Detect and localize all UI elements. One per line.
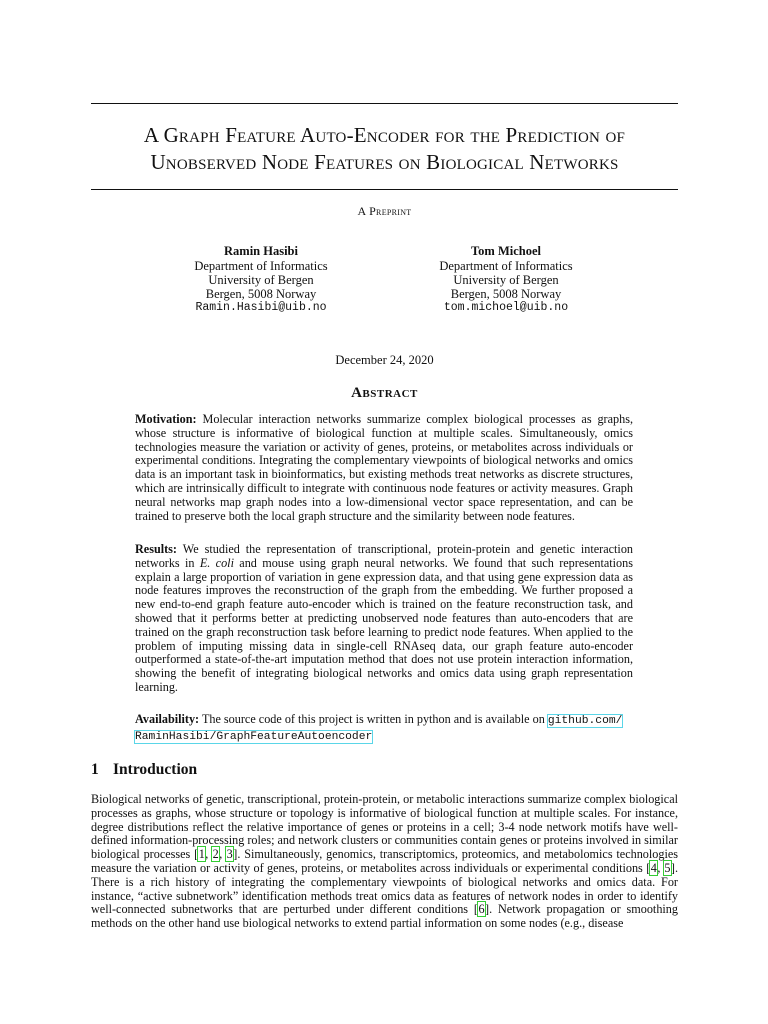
author-dept: Department of Informatics <box>194 259 328 273</box>
preprint-label: A Preprint <box>357 204 412 218</box>
github-link-part-1[interactable]: github.com/ <box>547 715 623 727</box>
author-dept: Department of Informatics <box>439 259 573 273</box>
paper-title <box>91 122 678 176</box>
citation-link[interactable]: 2 <box>212 847 219 862</box>
citation-link[interactable]: 3 <box>226 847 233 862</box>
author-city: Bergen, 5008 Norway <box>450 287 562 301</box>
availability-text: The source code of this project is written in python and is available on <box>201 712 545 726</box>
abstract-heading: Abstract <box>351 385 418 401</box>
paper-date: December 24, 2020 <box>335 353 434 367</box>
results-label: Results: <box>135 542 177 556</box>
citation-link[interactable]: 5 <box>664 860 671 875</box>
author-univ: University of Bergen <box>208 273 314 287</box>
intro-paragraph: Biological networks of genetic, transcriptional, protein-protein, or metabolic interactions summarize complex biological processes as graphs, whose structure or topology is informative of biological function at multiple scales. For instance, degree distributions reflect the relative importance of genes or proteins in a cell; 3-4 node network motifs have well-defined information-processing roles; and network clusters or communities contain genes or proteins involved in similar biological processes [1, 2, 3]. Simultaneously, genomics, transcriptomics, proteomics, and metabolomics technologies measure the variation or activity of genes, proteins, or metabolites across individuals or experimental conditions [4, 5]. There is a rich history of integrating the complementary viewpoints of biological networks and omics data. For instance, “active subnetwork” identification methods treat omics data as features of network nodes in order to identify well-connected subnetworks that are perturbed under different conditions [6]. Network propagation or smoothing methods on the other hand use biological networks to extend partial information on some nodes (e.g., disease <box>91 792 679 931</box>
author-email[interactable]: tom.michoel@uib.no <box>443 301 569 314</box>
availability-label: Availability: <box>135 712 200 726</box>
intro-text-1: Biological networks of genetic, transcriptional, protein-protein, or metabolic interactions summarize complex biological processes as graphs, whose structure or topology is informative of biological function at multiple scales. For instance, degree distributions reflect the relative importance of genes or proteins in a cell; 3-4 node network motifs have well-defined information-processing roles; and network clusters or communities contain genes or proteins involved in similar biological processes <box>91 792 678 862</box>
bottom-title-rule <box>91 189 678 190</box>
author-1 <box>161 244 361 315</box>
citation-link[interactable]: 6 <box>478 902 485 917</box>
abstract-results <box>135 543 633 695</box>
author-univ: University of Bergen <box>453 273 559 287</box>
author-city: Bergen, 5008 Norway <box>205 287 317 301</box>
results-text-a: We studied the representation of transcriptional, protein-protein and genetic interaction networks in <box>135 542 634 570</box>
section-title: Introduction <box>113 761 198 778</box>
intro-text-2: . Simultaneously, genomics, transcriptomics, proteomics, and metabolomics technologies measure the variation or activity of genes, proteins, or metabolites across individuals or experimental conditions <box>91 847 679 875</box>
citation-link[interactable]: 4 <box>650 860 657 875</box>
author-email[interactable]: Ramin.Hasibi@uib.no <box>195 301 327 314</box>
motivation-text: Molecular interaction networks summarize complex biological processes as graphs, whose structure is informative of biological function at multiple scales. Simultaneously, omics technologies measure the variation or activity of genes, proteins, or metabolites across individuals or experimental conditions. Integrating the complementary viewpoints of biological networks and omics data is an important task in bioinformatics, but existing methods treat networks as discrete structures, which are intrinsically difficult to integrate with continuous node features or activity measures. Graph neural networks map graph nodes into a low-dimensional vector space representation, and can be trained to preserve both the local graph structure and the similarity between node features. <box>135 412 633 523</box>
author-2 <box>406 244 606 315</box>
intro-text-3: . There is a rich history of integrating the complementary viewpoints of biological networks and omics data. For instance, “active subnetwork” identification methods treat omics data as features of network nodes in order to identify well-connected subnetworks that are perturbed under different conditions <box>91 860 679 917</box>
abstract-motivation <box>135 413 633 523</box>
results-italic: E. coli <box>199 555 234 570</box>
title-line-1: A Graph Feature Auto-Encoder for the Prediction of <box>143 123 626 147</box>
intro-text-4: . Network propagation or smoothing methods on the other hand use biological networks to extend partial information on some nodes (e.g., disease <box>91 902 678 931</box>
motivation-label: Motivation: <box>135 412 197 426</box>
section-number: 1 <box>91 761 99 778</box>
citation-link[interactable]: 1 <box>198 847 205 862</box>
title-line-2: Unobserved Node Features on Biological Networks <box>150 150 619 174</box>
section-heading <box>91 761 197 779</box>
author-name: Ramin Hasibi <box>224 244 298 258</box>
results-text-b: and mouse using graph neural networks. We found that such representations explain a large proportion of variation in gene expression data, and that using gene expression data as node features improves the reconstruction of the graph from the embedding. We further proposed a new end-to-end graph feature auto-encoder which is trained on the feature reconstruction task, and showed that it performs better at predicting unobserved node features than auto-encoders that are trained on the graph reconstruction task before learning to predict node features. When applied to the problem of imputing missing data in single-cell RNAseq data, our graph feature auto-encoder outperformed a state-of-the-art imputation method that does not use protein interaction information, showing the benefit of integrating biological networks and omics data using graph representation learning. <box>135 555 633 694</box>
github-link-part-2[interactable]: RaminHasibi/GraphFeatureAutoencoder <box>135 730 373 743</box>
author-name: Tom Michoel <box>470 244 542 258</box>
top-rule <box>91 103 678 104</box>
abstract-availability <box>135 713 633 745</box>
